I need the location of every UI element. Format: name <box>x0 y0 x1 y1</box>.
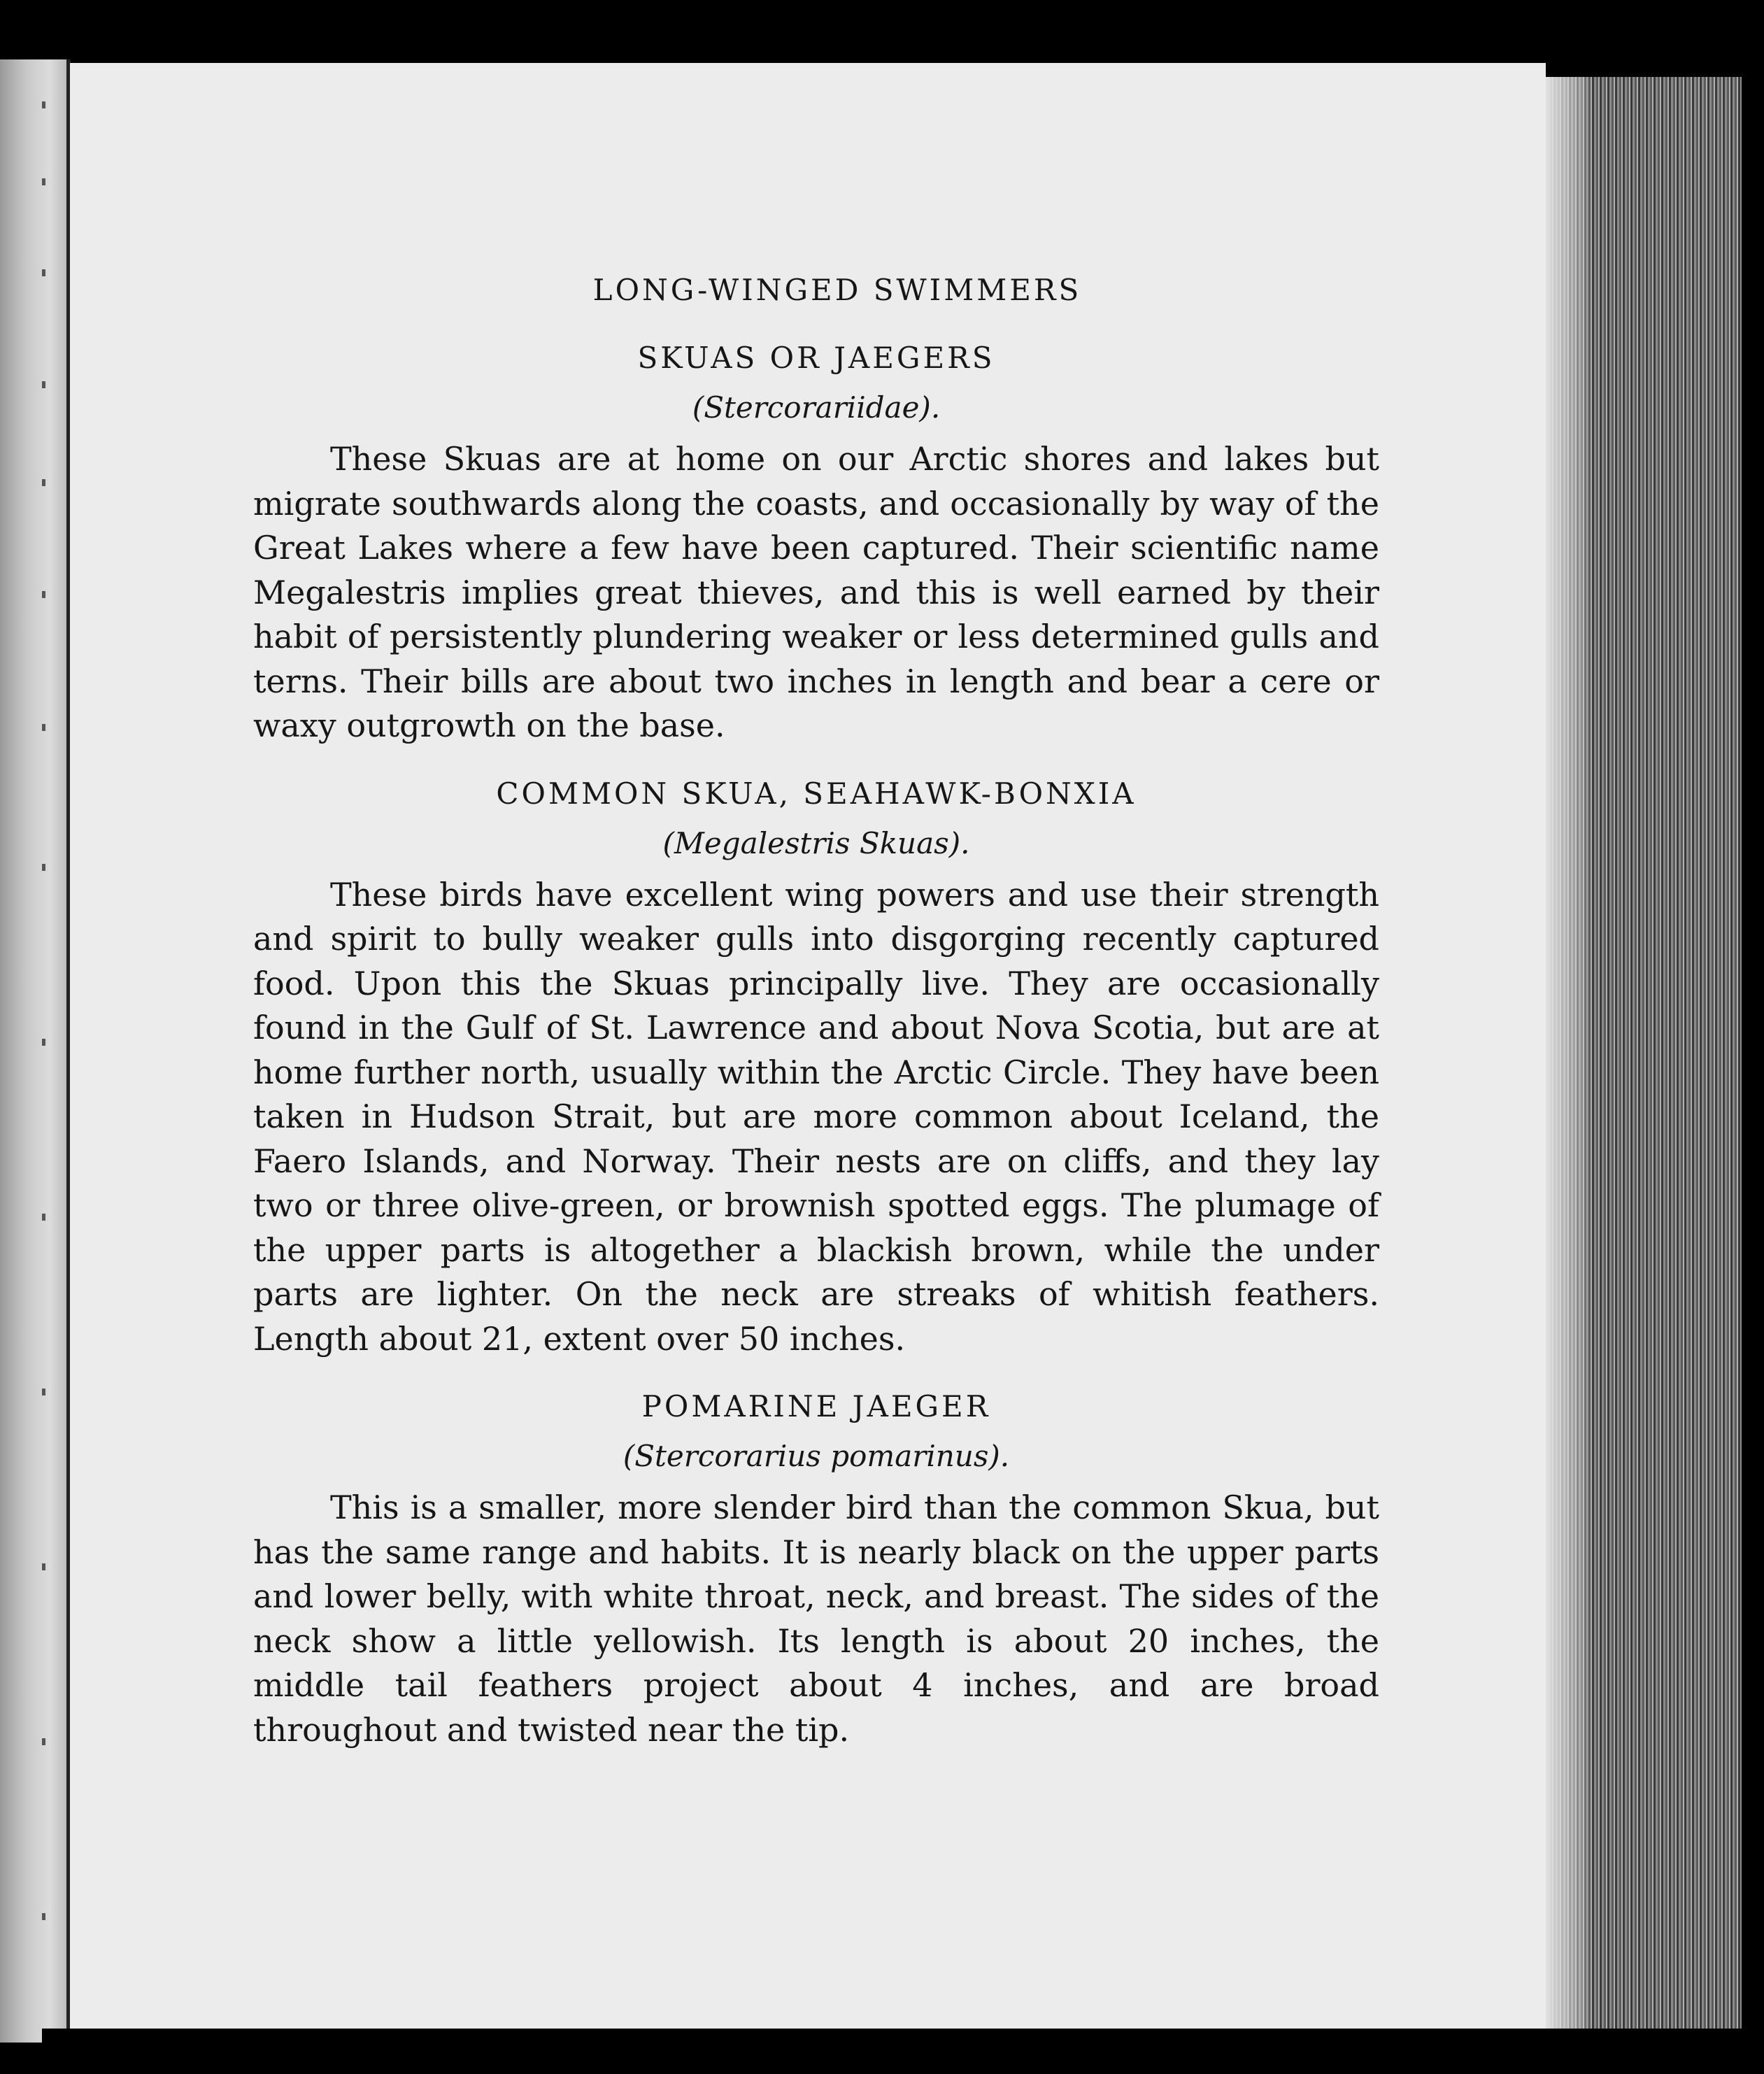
page-content <box>253 266 1379 1752</box>
bottom-shadow <box>42 2029 1749 2074</box>
section-pomarine-jaeger <box>253 1389 1379 1752</box>
edge-mark <box>42 724 45 731</box>
edge-mark <box>42 591 45 598</box>
edge-mark <box>42 269 45 276</box>
edge-mark <box>42 1738 45 1745</box>
section-paragraph: These Skuas are at home on our Arctic shores and lakes but migrate southwards along the coasts, and occasionally by way of the Great Lakes where a few have been captured. Their scientific name Megalestris implies great thieves, and this is well earned by their habit of persistently plundering weaker or less determined gulls and terns. Their bills are about two inches in length and bear a cere or waxy outgrowth on the base. <box>253 440 1379 744</box>
edge-mark <box>42 864 45 871</box>
scientific-name: (Stercorarius pomarinus). <box>623 1439 1010 1473</box>
edge-mark <box>42 479 45 486</box>
edge-mark <box>42 1039 45 1046</box>
edge-mark <box>42 178 45 185</box>
section-paragraph: This is a smaller, more slender bird than the common Skua, but has the same range and habits. It is nearly black on the upper parts and lower belly, with white throat, neck, and breast. The sides of the neck show a little yellowish. Its length is about 20 inches, the middle tail feathers project about 4 inches, and are broad throughout and twisted near the tip. <box>253 1489 1379 1749</box>
page-stack-fade <box>1546 77 1588 2036</box>
section-heading: POMARINE JAEGER <box>641 1389 991 1423</box>
section-heading: COMMON SKUA, SEAHAWK-BONXIA <box>496 776 1137 811</box>
edge-mark <box>42 1563 45 1570</box>
section-skuas-or-jaegers <box>253 341 1379 748</box>
edge-mark <box>42 101 45 108</box>
section-common-skua <box>253 776 1379 1362</box>
edge-mark <box>42 1214 45 1221</box>
section-heading: SKUAS OR JAEGERS <box>637 341 995 375</box>
page-title: LONG-WINGED SWIMMERS <box>592 273 1082 307</box>
section-paragraph: These birds have excellent wing powers and use their strength and spirit to bully weaker gulls into disgorging recently captured food. Upon this the Skuas principally live. They are occasionally found in the Gulf of St. Lawrence and about Nova Scotia, but are at home further north, usually within the Arctic Circle. They have been taken in Hudson Strait, but are more common about Iceland, the Faero Islands, and Norway. Their nests are on cliffs, and they lay two or three olive-green, or brownish spotted eggs. The plumage of the upper parts is altogether a blackish brown, while the under parts are lighter. On the neck are streaks of whitish feathers. Length about 21, extent over 50 inches. <box>253 875 1379 1358</box>
edge-mark <box>42 1913 45 1920</box>
scientific-name: (Stercorariidae). <box>692 390 941 425</box>
edge-mark <box>42 1388 45 1395</box>
edge-mark <box>42 381 45 388</box>
previous-page-edge <box>0 59 71 2043</box>
scientific-name: (Megalestris Skuas). <box>662 825 970 860</box>
